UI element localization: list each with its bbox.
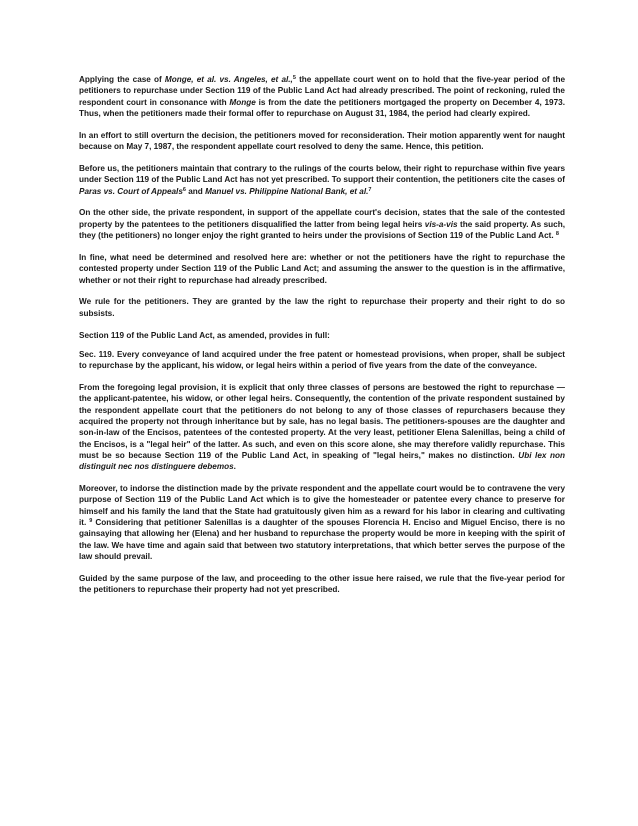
paragraph-section-119-quote: Sec. 119. Every conveyance of land acquired under the free patent or homestead provisions, when proper, shall be subject to repurchase by the applicant, his widow, or legal heirs within a period of five years from the date of the conveyance.	[79, 349, 565, 371]
document-page	[79, 74, 565, 606]
paragraph-petitioners-contention	[79, 163, 565, 197]
paragraph-legal-heirs-analysis	[79, 382, 565, 472]
case-name-monge: Monge	[229, 97, 256, 107]
latin-maxim: Ubi lex non distinguit nec nos distinguere debemos	[79, 450, 565, 472]
paragraph-monge-ruling	[79, 74, 565, 119]
latin-term-vis-a-vis: vis-a-vis	[424, 219, 458, 229]
footnote-ref-5: 5	[292, 75, 296, 81]
text: .	[233, 462, 236, 472]
paragraph-ruling: We rule for the petitioners. They are granted by the law the right to repurchase their property and their right to do so subsists.	[79, 297, 565, 318]
text: and	[185, 186, 206, 196]
paragraph-issues: In fine, what need be determined and resolved here are: whether or not the petitioners have the right to repurchase the contested property under Section 119 of the Public Land Act; and assuming the answer to the question is in the affirmative, whether or not their right to repurchase had already prescribed.	[79, 252, 565, 285]
paragraph-purpose-of-law	[79, 483, 565, 562]
footnote-ref-7: 7	[368, 186, 372, 193]
text: Applying the case of	[79, 75, 165, 84]
case-citation-manuel: Manuel vs. Philippine National Bank, et al.	[205, 186, 369, 196]
paragraph-reconsideration: In an effort to still overturn the decision, the petitioners moved for reconsideration. Their motion apparently went for naught because on May 7, 1987, the respondent appellate court resolved to deny the same. Hence, this petition.	[79, 130, 565, 152]
case-citation-monge: Monge, et al. vs. Angeles, et al.,	[164, 75, 293, 84]
footnote-ref-8: 8	[555, 231, 559, 238]
footnote-ref-9: 9	[89, 517, 93, 524]
text: Before us, the petitioners maintain that contrary to the rulings of the courts below, their right to repurchase within five years under Section 119 of the Public Land Act has not yet prescribed. To support their contention, the petitioners cite the cases of	[79, 163, 565, 185]
text: Considering that petitioner Salenillas is a daughter of the spouses Florencia H. Enciso and Miguel Enciso, there is no gainsaying that allowing her (Elena) and her husband to repurchase the property would be more in keeping with the spirit of the law. We have time and again said that between two statutory interpretations, that which better serves the purpose of the law should prevail.	[79, 517, 565, 561]
text: Moreover, to indorse the distinction made by the private respondent and the appellate court would be to contravene the very purpose of Section 119 of the Public Land Act which is to give the homesteader or patentee every chance to preserve for himself and his family the land that the State had gratuitously given him as a reward for his labor in clearing and cultivating it.	[79, 484, 565, 527]
paragraph-conclusion: Guided by the same purpose of the law, and proceeding to the other issue here raised, we rule that the five-year period for the petitioners to repurchase their property had not yet prescribed.	[79, 573, 565, 595]
text: the appellate court went on to hold that the five-year period of the petitioners to repurchase under Section 119 of the Public Land Act had already prescribed. The point of reckoning, ruled the respondent court in consonance with	[79, 75, 565, 107]
text: On the other side, the private respondent, in support of the appellate court's decision, states that the sale of the contested property by the patentees to the petitioners disqualified the latter from being legal heirs	[79, 208, 565, 229]
text: is from the date the petitioners mortgaged the property on December 4, 1973. Thus, when the petitioners made their formal offer to repurchase on August 31, 1984, the period had clearly expired.	[79, 97, 565, 118]
text: the said property. As such, they (the petitioners) no longer enjoy the right granted to heirs under the provisions of Section 119 of the Public Land Act.	[79, 219, 565, 241]
text: From the foregoing legal provision, it is explicit that only three classes of persons are bestowed the right to repurchase — the applicant-patentee, his widow, or other legal heirs. Consequently, the contention of the private respondent sustained by the respondent appellate court that the petitioners do not belong to any of those classes of repurchasers because they acquired the property not through inheritance but by sale, has no legal basis. The petitioners-spouses are the daughter and son-in-law of the Encisos, patentees of the contested property. At the very least, petitioner Elena Salenillas, being a child of the Encisos, is a "legal heir" of the latter. As such, and even on this score alone, she may therefore validly repurchase. This must be so because Section 119 of the Public Land Act, in speaking of "legal heirs," makes no distinction.	[79, 383, 565, 460]
paragraph-section-intro: Section 119 of the Public Land Act, as amended, provides in full:	[79, 330, 330, 340]
footnote-ref-6: 6	[182, 186, 186, 193]
paragraph-respondent-position	[79, 207, 565, 241]
case-citation-paras: Paras vs. Court of Appeals	[79, 186, 183, 196]
